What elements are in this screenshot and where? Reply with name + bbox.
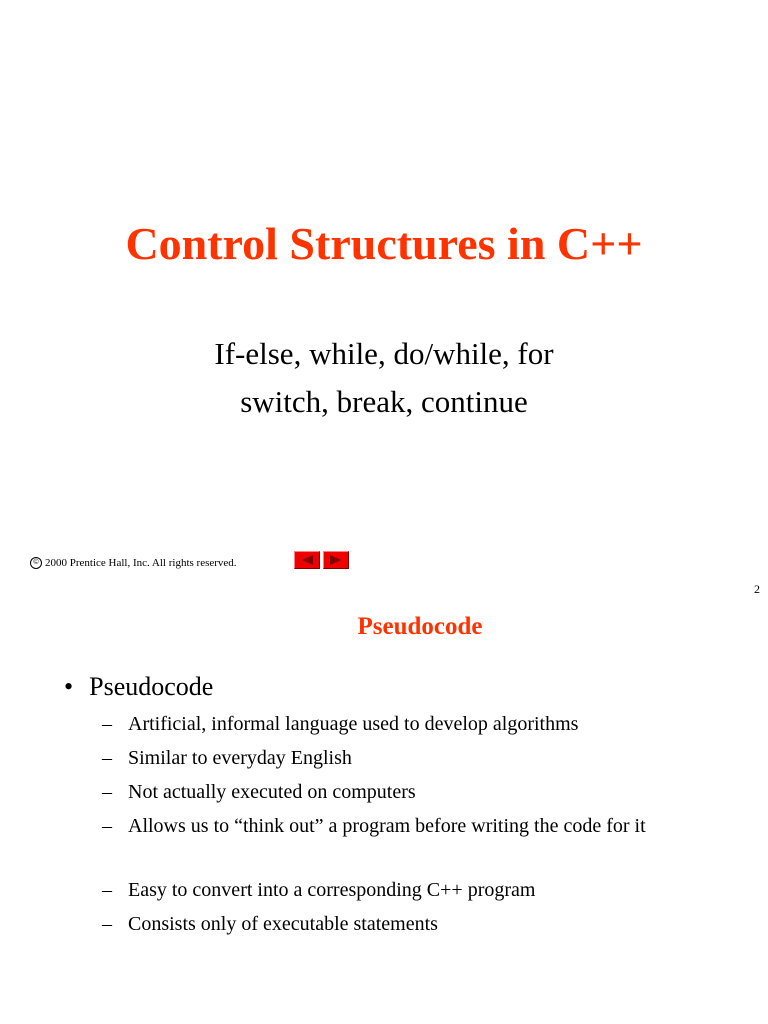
next-arrow-icon [330,555,342,565]
list-item [102,780,722,804]
slide-2 [0,578,768,1024]
list-item [102,878,722,902]
list-item [102,746,722,770]
list-item-text: Allows us to “think out” a program before writing the code for it [128,815,646,837]
main-bullet [64,672,213,702]
list-item [102,912,722,936]
dash-icon: – [102,879,112,901]
previous-slide-button[interactable] [294,551,320,569]
main-bullet-text: Pseudocode [89,672,214,701]
slide-subtitle-line-1: If-else, while, do/while, for [214,336,554,371]
slide-subtitle-line-2: switch, break, continue [240,384,528,419]
next-slide-button[interactable] [323,551,349,569]
prev-arrow-icon [301,555,313,565]
list-item-text: Consists only of executable statements [128,913,438,935]
slide-title: Control Structures in C++ [125,218,643,269]
dash-icon: – [102,747,112,769]
list-item [102,712,722,736]
copyright-text: 2000 Prentice Hall, Inc. All rights reserved. [45,557,237,569]
page-number: 2 [754,582,760,596]
list-item-text: Not actually executed on computers [128,781,416,803]
list-item [102,814,672,838]
list-item-text: Artificial, informal language used to develop algorithms [128,713,579,735]
copyright-icon: © [30,557,42,569]
slide-title: Pseudocode [357,613,483,640]
dash-icon: – [102,713,112,735]
list-item-text: Similar to everyday English [128,747,352,769]
slide-navigation [294,551,349,569]
dash-icon: – [102,815,112,837]
list-item-text: Easy to convert into a corresponding C++ program [128,879,536,901]
bullet-icon: • [64,672,74,701]
copyright-footer [30,557,237,569]
dash-icon: – [102,913,112,935]
dash-icon: – [102,781,112,803]
